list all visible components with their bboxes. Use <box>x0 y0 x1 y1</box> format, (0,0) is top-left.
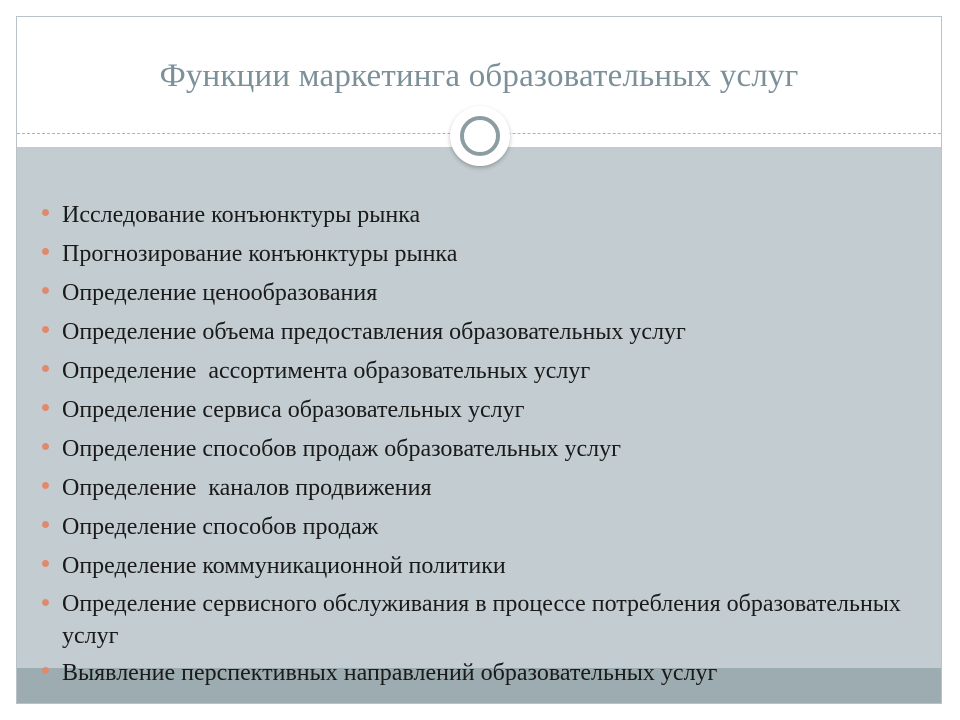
list-item <box>40 237 940 272</box>
list-item-text: Определение способов продаж образовательных услуг <box>62 436 621 462</box>
list-item-text: Выявление перспективных направлений образовательных услуг <box>62 660 718 686</box>
bullet-dot-icon <box>42 521 49 528</box>
list-item-text: Исследование конъюнктуры рынка <box>62 202 421 228</box>
list-item-text: Определение ассортимента образовательных услуг <box>62 358 591 384</box>
list-item-text: Определение объема предоставления образовательных услуг <box>62 319 686 345</box>
list-item-text: Определение коммуникационной политики <box>62 553 506 579</box>
bullet-dot-icon <box>42 482 49 489</box>
bullet-dot-icon <box>42 667 49 674</box>
list-item <box>40 471 940 506</box>
list-item-text: Определение каналов продвижения <box>62 475 432 501</box>
list-item <box>40 588 922 652</box>
bullet-dot-icon <box>42 248 49 255</box>
slide-title: Функции маркетинга образовательных услуг <box>159 58 799 94</box>
list-item <box>40 432 940 467</box>
list-item <box>40 549 940 584</box>
ring-icon <box>450 106 510 166</box>
list-item-text: Определение сервиса образовательных услуг <box>62 397 525 423</box>
list-item-text: Прогнозирование конъюнктуры рынка <box>62 241 458 267</box>
list-item-text: Определение ценообразования <box>62 280 378 306</box>
list-item <box>40 393 940 428</box>
bullet-dot-icon <box>42 287 49 294</box>
bullet-dot-icon <box>42 599 49 606</box>
bullet-dot-icon <box>42 209 49 216</box>
list-item <box>40 354 940 389</box>
list-item <box>40 315 940 350</box>
bullet-dot-icon <box>42 560 49 567</box>
list-item-text: Определение способов продаж <box>62 514 379 540</box>
bullet-dot-icon <box>42 365 49 372</box>
bullet-list <box>40 198 940 695</box>
list-item-text: Определение сервисного обслуживания в процессе потребления образовательных услуг <box>62 591 901 649</box>
list-item <box>40 656 940 691</box>
list-item <box>40 510 940 545</box>
list-item <box>40 276 940 311</box>
bullet-dot-icon <box>42 443 49 450</box>
bullet-dot-icon <box>42 326 49 333</box>
bullet-dot-icon <box>42 404 49 411</box>
list-item <box>40 198 940 233</box>
